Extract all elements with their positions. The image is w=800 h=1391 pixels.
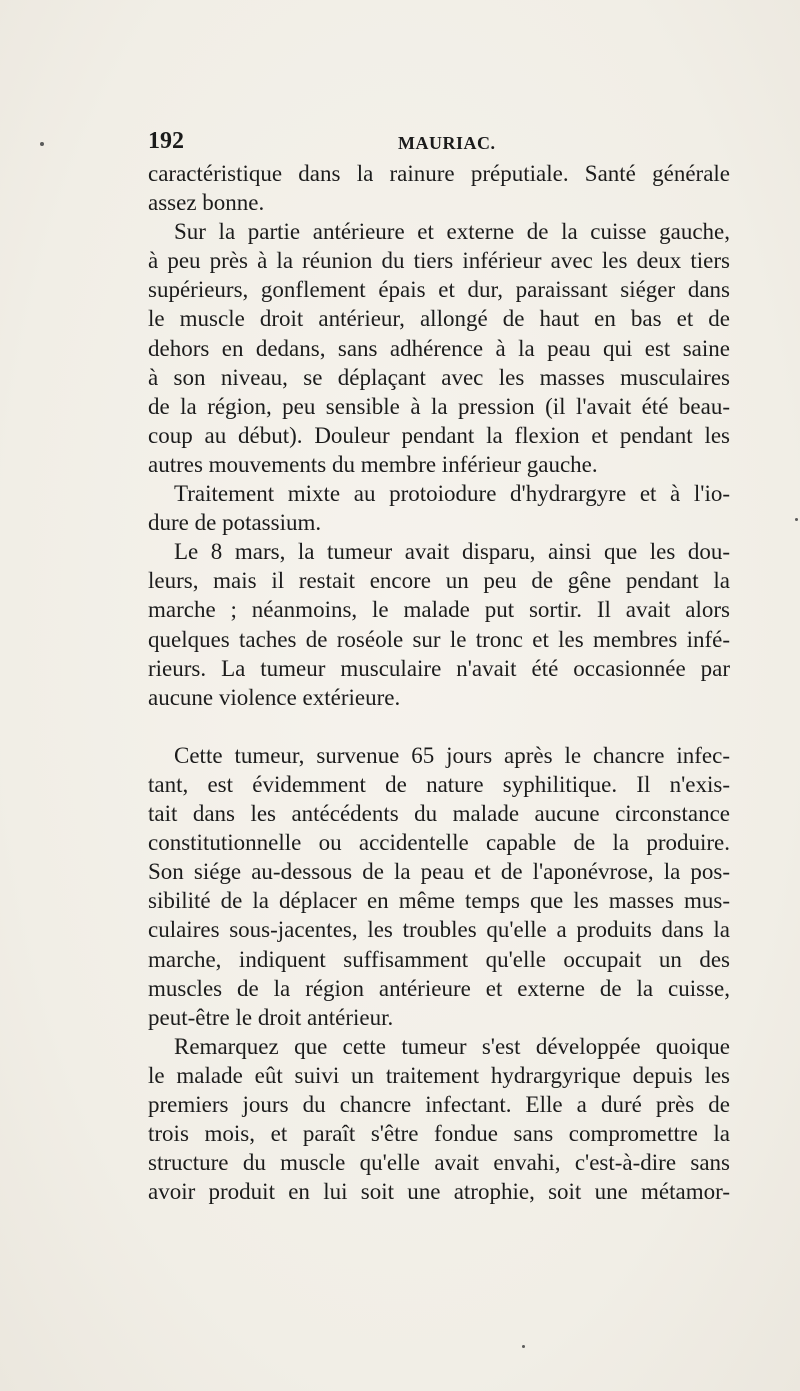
text-line: tant, est évidemment de nature syphilitique. Il n'exis- bbox=[148, 771, 730, 797]
text-line: caractéristique dans la rainure préputiale. Santé générale bbox=[148, 161, 730, 186]
body-text bbox=[148, 159, 730, 1206]
text-line: dure de potassium. bbox=[148, 510, 322, 536]
text-line: tait dans les antécédents du malade aucune circonstance bbox=[148, 801, 730, 827]
text-line: sibilité de la déplacer en même temps que les masses mus- bbox=[148, 888, 730, 914]
text-line: Sur la partie antérieure et externe de la cuisse gauche, bbox=[174, 219, 730, 245]
text-line: marche, indiquent suffisamment qu'elle occupait un des bbox=[148, 946, 730, 972]
text-line: aucune violence extérieure. bbox=[148, 684, 401, 710]
text-line: structure du muscle qu'elle avait envahi, c'est-à-dire sans bbox=[148, 1150, 730, 1176]
text-line: Cette tumeur, survenue 65 jours après le chancre infec- bbox=[174, 742, 730, 768]
text-line: Le 8 mars, la tumeur avait disparu, ainsi que les dou- bbox=[174, 539, 730, 565]
speck bbox=[795, 518, 798, 521]
text-line: Traitement mixte au protoiodure d'hydrargyre et à l'io- bbox=[174, 481, 730, 507]
text-line: Son siége au-dessous de la peau et de l'aponévrose, la pos- bbox=[148, 859, 730, 885]
text-line: Remarquez que cette tumeur s'est développée quoique bbox=[174, 1033, 730, 1059]
text-line: à son niveau, se déplaçant avec les masses musculaires bbox=[148, 364, 730, 390]
text-line: de la région, peu sensible à la pression (il l'avait été beau- bbox=[148, 393, 730, 419]
text-line: le malade eût suivi un traitement hydrargyrique depuis les bbox=[148, 1062, 730, 1088]
text-line: peut-être le droit antérieur. bbox=[148, 1004, 394, 1030]
text-line: culaires sous-jacentes, les troubles qu'elle a produits dans la bbox=[148, 917, 730, 943]
speck bbox=[522, 1345, 525, 1348]
text-line: leurs, mais il restait encore un peu de gêne pendant la bbox=[148, 568, 730, 594]
text-line: supérieurs, gonflement épais et dur, paraissant siéger dans bbox=[148, 277, 730, 303]
text-line: coup au début). Douleur pendant la flexion et pendant les bbox=[148, 422, 730, 448]
text-line: autres mouvements du membre inférieur gauche. bbox=[148, 451, 598, 477]
text-line: constitutionnelle ou accidentelle capable de la produire. bbox=[148, 830, 730, 856]
text-line: marche ; néanmoins, le malade put sortir. Il avait alors bbox=[148, 597, 730, 623]
speck bbox=[40, 142, 44, 146]
text-line: quelques taches de roséole sur le tronc et les membres infé- bbox=[148, 626, 730, 652]
text-line: à peu près à la réunion du tiers inférieur avec les deux tiers bbox=[148, 248, 730, 274]
text-line: assez bonne. bbox=[148, 190, 265, 216]
text-line: le muscle droit antérieur, allongé de haut en bas et de bbox=[148, 306, 730, 332]
text-line: rieurs. La tumeur musculaire n'avait été occasionnée par bbox=[148, 655, 730, 681]
page-number: 192 bbox=[148, 128, 184, 154]
text-line: premiers jours du chancre infectant. Elle a duré près de bbox=[148, 1092, 730, 1117]
page-header bbox=[148, 128, 730, 156]
text-line: muscles de la région antérieure et externe de la cuisse, bbox=[148, 975, 730, 1001]
running-head: MAURIAC. bbox=[398, 133, 496, 153]
text-line: dehors en dedans, sans adhérence à la peau qui est saine bbox=[148, 335, 730, 361]
text-line: avoir produit en lui soit une atrophie, soit une métamor- bbox=[148, 1179, 730, 1205]
paragraph-gap bbox=[148, 712, 730, 741]
text-line: trois mois, et paraît s'être fondue sans compromettre la bbox=[148, 1121, 730, 1147]
